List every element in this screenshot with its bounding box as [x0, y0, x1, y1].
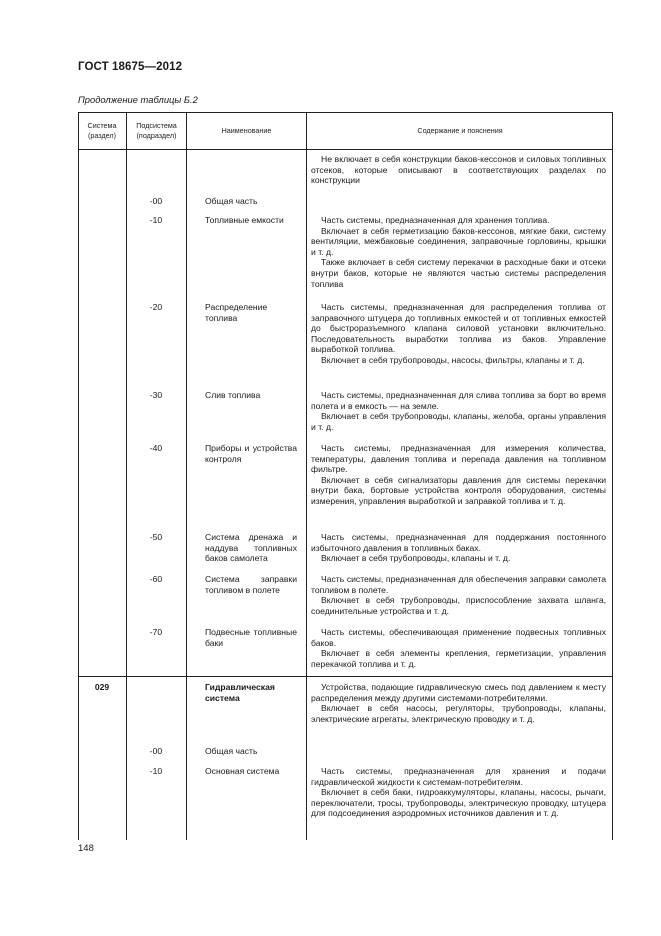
- row-desc: Часть системы, предназначенная для хранения и подачи гидравлической жидкости к системам-потребителям.: [311, 766, 606, 787]
- row-name: Слив топлива: [205, 390, 261, 400]
- row-desc: Часть системы, предназначенная для хранения топлива.: [321, 215, 550, 225]
- row-desc: Включает в себя трубопроводы, клапаны, желоба, органы управления и т. д.: [311, 411, 606, 432]
- row-name: Топливные емкости: [205, 215, 284, 225]
- row-name: Приборы и устройства контроля: [205, 443, 297, 464]
- table-row: [311, 154, 606, 186]
- row-code: -10: [149, 766, 163, 776]
- row-name: Общая часть: [205, 746, 258, 756]
- table-caption: Продолжение таблицы Б.2: [78, 94, 198, 105]
- row-desc: Не включает в себя конструкции баков-кессонов и силовых топливных отсеков, которые описывают в соответствующих разделах по конструкции: [311, 154, 606, 186]
- row-name: Система заправки топливом в полете: [205, 574, 297, 595]
- table-row: [311, 627, 606, 669]
- row-name: Основная система: [205, 766, 280, 776]
- row-code: -30: [149, 390, 163, 400]
- column-divider: [306, 112, 307, 840]
- row-desc: Часть системы, предназначенная для поддержания постоянного избыточного давления в топливных баках.: [311, 532, 606, 553]
- row-desc: Часть системы, обеспечивающая применение подвесных топливных баков.: [311, 627, 606, 648]
- row-code: -70: [149, 627, 163, 637]
- header-subsystem: Подсистема (подраздел): [136, 120, 177, 140]
- row-desc: Включает в себя насосы, регуляторы, трубопроводы, клапаны, электрические агрегаты, электрическую проводку и т. д.: [311, 703, 606, 724]
- row-code: -50: [149, 532, 163, 542]
- row-name: Система дренажа и наддува топливных баков самолета: [205, 532, 297, 564]
- row-desc: Включает в себя трубопроводы, приспособление захвата шланга, соединительные устройства и т. д.: [311, 595, 606, 616]
- header-content: Содержание и пояснения: [417, 125, 503, 135]
- column-divider: [186, 112, 187, 840]
- row-code: -00: [149, 746, 163, 756]
- header-system: Система (раздел): [87, 120, 117, 140]
- row-name: Общая часть: [205, 196, 258, 206]
- table-row: [311, 682, 606, 724]
- row-desc: Включает в себя элементы крепления, герметизации, управления перекачкой топлива и т. д.: [311, 648, 606, 669]
- column-divider: [126, 112, 127, 840]
- section-divider: [78, 676, 613, 677]
- row-code: -00: [149, 196, 163, 206]
- table-row: [311, 215, 606, 289]
- data-table: [78, 112, 613, 840]
- row-desc: Часть системы, предназначенная для распределения топлива от заправочного штуцера до топливных емкостей и от топливных емкостей до быстроразъемного клапана силовой установки включительно. Последовательность выработки топлива из баков. Управление выработкой топлива.: [311, 302, 606, 355]
- table-row: [311, 574, 606, 616]
- row-desc: Включает в себя баки, гидроаккумуляторы, клапаны, насосы, рычаги, переключатели, тросы, трубопроводы, электрическую проводку, штуцера для подсоединения аэродромных источников давления и т. д.: [311, 787, 606, 819]
- row-name: Распределение топлива: [205, 302, 268, 323]
- row-desc: Включает в себя сигнализаторы давления для системы перекачки внутри бака, бортовые устройства контроля оборудования, системы измерения, управления выработкой и заправкой топлива и т. д.: [311, 474, 606, 506]
- row-code: -10: [149, 215, 163, 225]
- page-number: 148: [78, 843, 94, 854]
- table-row: [311, 390, 606, 432]
- row-name: Подвесные топливные баки: [205, 627, 297, 648]
- table-row: [311, 302, 606, 366]
- row-code: -60: [149, 574, 163, 584]
- row-desc: Устройства, подающие гидравлическую смесь под давлением к месту распределения между другими системами-потребителями.: [311, 682, 606, 703]
- table-row: [311, 766, 606, 819]
- table-row: [311, 532, 606, 564]
- row-desc: Также включает в себя систему перекачки в расходные баки и отсеки внутри баков, которые не являются частью системы распределения топлива: [311, 257, 606, 289]
- row-desc: Включает в себя герметизацию баков-кессонов, мягкие баки, систему вентиляции, межбаковые соединения, заправочные горловины, крышки и т. д.: [311, 225, 606, 257]
- row-code: -20: [149, 302, 163, 312]
- row-desc: Часть системы, предназначенная для слива топлива за борт во время полета и в емкость — на земле.: [311, 390, 606, 411]
- row-code: -40: [149, 443, 163, 453]
- row-desc: Часть системы, предназначенная для обеспечения заправки самолета топливом в полете.: [311, 574, 606, 595]
- header-name: Наименование: [221, 125, 272, 135]
- table-row: [311, 443, 606, 507]
- header-divider: [78, 149, 613, 150]
- row-desc: Включает в себя трубопроводы, клапаны и т. д.: [321, 553, 511, 564]
- row-system: 029: [94, 682, 110, 692]
- row-desc: Включает в себя трубопроводы, насосы, фильтры, клапаны и т. д.: [321, 354, 585, 365]
- row-name: Гидравлическая система: [205, 682, 275, 703]
- document-title: ГОСТ 18675—2012: [78, 61, 183, 73]
- row-desc: Часть системы, предназначенная для измерения количества, температуры, давления топлива и перепада давления на топливном фильтре.: [311, 443, 606, 475]
